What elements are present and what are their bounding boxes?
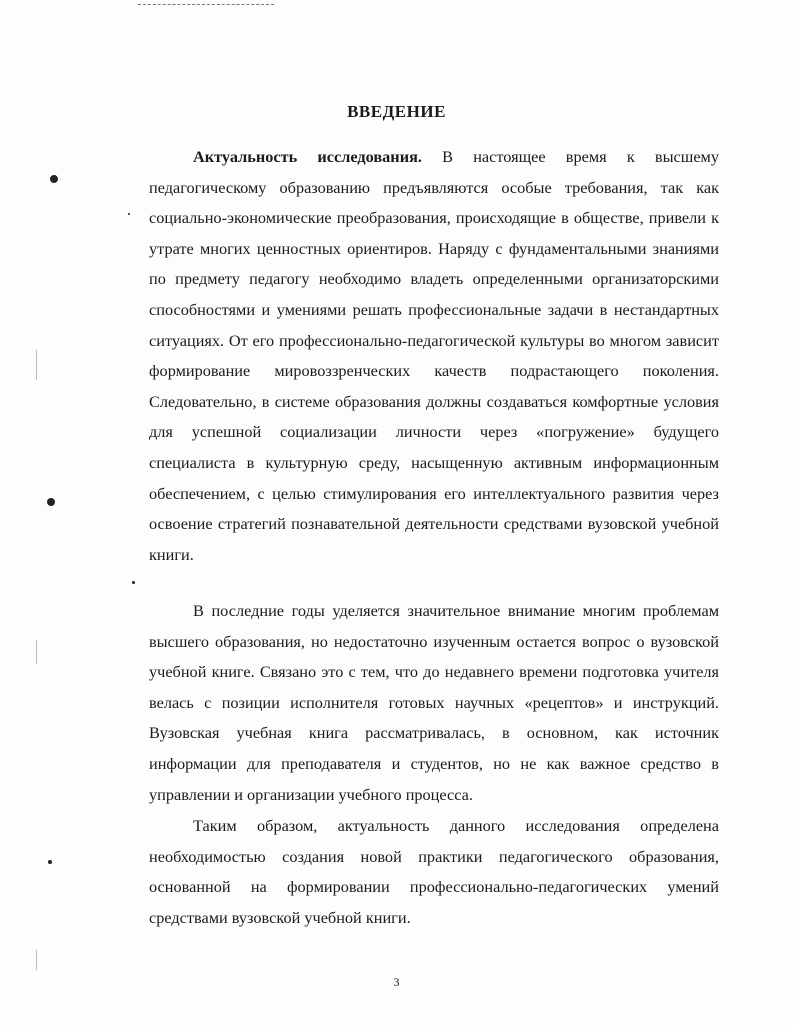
page-title: ВВЕДЕНИЕ xyxy=(347,102,446,121)
scan-speck xyxy=(128,213,130,215)
scan-line xyxy=(36,640,37,664)
scan-speck xyxy=(47,498,55,506)
scan-speck xyxy=(132,581,135,584)
scan-line xyxy=(36,350,37,380)
scan-speck xyxy=(50,175,58,183)
page-number: 3 xyxy=(393,975,400,989)
paragraph-relevance xyxy=(149,142,719,570)
paragraph-text: В последние годы уделяется значительное внимание многим проблемам высшего образования, но недостаточно изученным остается вопрос о вузовской учебной книге. Связано это с тем, что до недавнего времени подготовка учителя велась с позиции исполнителя готовых научных «рецептов» и инструкций. Вузовская учебная книга рассматривалась, в основном, как источник информации для преподавателя и студентов, но не как важное средство в управлении и организации учебного процесса. xyxy=(149,601,719,804)
paragraph-conclusion xyxy=(149,811,719,933)
paragraph-text: Таким образом, актуальность данного исследования определена необходимостью создания новой практики педагогического образования, основанной на формировании профессионально-педагогических умений средствами вузовской учебной книги. xyxy=(149,816,719,927)
paragraph-lead: Актуальность исследования. xyxy=(193,147,422,166)
scan-line xyxy=(36,950,37,970)
scan-speck xyxy=(48,860,52,864)
paragraph-problem xyxy=(149,596,719,810)
paragraph-text: В настоящее время к высшему педагогическому образованию предъявляются особые требования, так как социально-экономические преобразования, происходящие в обществе, привели к утрате многих ценностных ориентиров. Наряду с фундаментальными знаниями по предмету педагогу необходимо владеть определенными организаторскими способностями и умениями решать профессиональные задачи в нестандартных ситуациях. От его профессионально-педагогической культуры во многом зависит формирование мировоззренческих качеств подрастающего поколения. Следовательно, в системе образования должны создаваться комфортные условия для успешной социализации личности через «погружение» будущего специалиста в культурную среду, насыщенную активным информационным обеспечением, с целью стимулирования его интеллектуального развития через освоение стратегий познавательной деятельности средствами вузовской учебной книги. xyxy=(149,147,719,564)
top-dashed-rule xyxy=(138,4,274,5)
